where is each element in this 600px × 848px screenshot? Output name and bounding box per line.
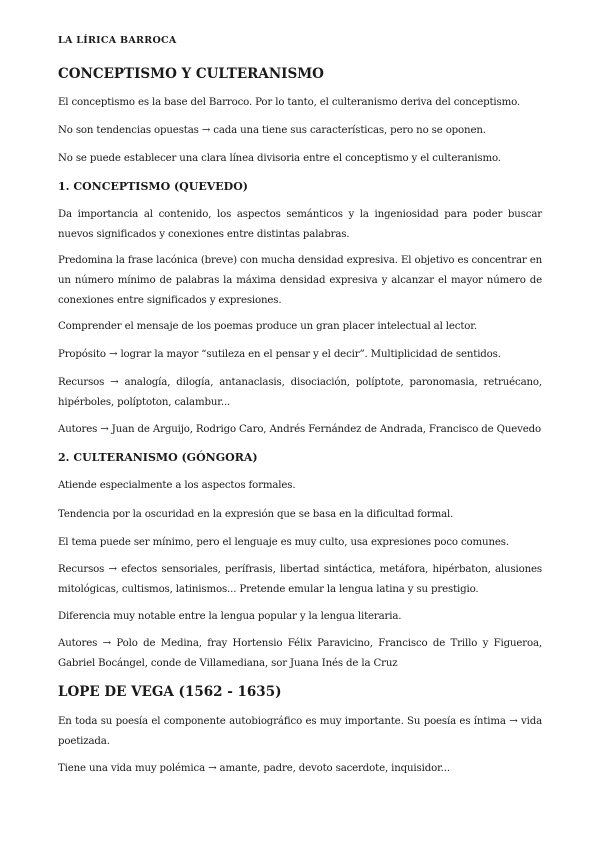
paragraph: El conceptismo es la base del Barroco. Por lo tanto, el culteranismo deriva del conceptismo. xyxy=(58,97,520,108)
paragraph: Recursos → efectos sensoriales, perífrasis, libertad sintáctica, metáfora, hipérbaton, alusiones mitológicas, cultismos, latinismos... Pretende emular la lengua latina y su prestigio. xyxy=(58,564,542,595)
paragraph: Predomina la frase lacónica (breve) con mucha densidad expresiva. El objetivo es concentrar en un número mínimo de palabras la máxima densidad expresiva y alcanzar el mayor número de conexiones entre significados y expresiones. xyxy=(58,255,542,306)
paragraph: Autores → Juan de Arguijo, Rodrigo Caro, Andrés Fernández de Andrada, Francisco de Quevedo xyxy=(58,424,541,435)
paragraph: No son tendencias opuestas → cada una tiene sus características, pero no se oponen. xyxy=(58,125,486,136)
running-head: LA LÍRICA BARROCA xyxy=(58,35,177,46)
paragraph: Tendencia por la oscuridad en la expresión que se basa en la dificultad formal. xyxy=(58,509,454,520)
paragraph: Autores → Polo de Medina, fray Hortensio Félix Paravicino, Francisco de Trillo y Figueroa, Gabriel Bocángel, conde de Villamediana, sor Juana Inés de la Cruz xyxy=(58,638,542,669)
section-title-conceptismo: 1. CONCEPTISMO (QUEVEDO) xyxy=(58,180,248,193)
paragraph: En toda su poesía el componente autobiográfico es muy importante. Su poesía es íntima → vida poetizada. xyxy=(58,716,542,747)
section-title-culteranismo: 2. CULTERANISMO (GÓNGORA) xyxy=(58,451,258,464)
paragraph: Propósito → lograr la mayor “sutileza en el pensar y el decir”. Multiplicidad de sentidos. xyxy=(58,349,501,360)
paragraph: Recursos → analogía, dilogía, antanaclasis, disociación, políptote, paronomasia, retruécano, hipérboles, políptoton, calambur... xyxy=(58,377,542,408)
paragraph: Diferencia muy notable entre la lengua popular y la lengua literaria. xyxy=(58,611,402,622)
paragraph: Comprender el mensaje de los poemas produce un gran placer intelectual al lector. xyxy=(58,321,477,332)
paragraph: El tema puede ser mínimo, pero el lenguaje es muy culto, usa expresiones poco comunes. xyxy=(58,537,509,548)
section-title-conceptismo-culteranismo: CONCEPTISMO Y CULTERANISMO xyxy=(58,66,324,82)
paragraph: Da importancia al contenido, los aspectos semánticos y la ingeniosidad para poder buscar nuevos significados y conexiones entre distintas palabras. xyxy=(58,209,542,240)
paragraph: Tiene una vida muy polémica → amante, padre, devoto sacerdote, inquisidor... xyxy=(58,763,450,774)
paragraph: Atiende especialmente a los aspectos formales. xyxy=(58,480,296,491)
section-title-lope-de-vega: LOPE DE VEGA (1562 - 1635) xyxy=(58,684,282,700)
paragraph: No se puede establecer una clara línea divisoria entre el conceptismo y el culteranismo. xyxy=(58,153,501,164)
